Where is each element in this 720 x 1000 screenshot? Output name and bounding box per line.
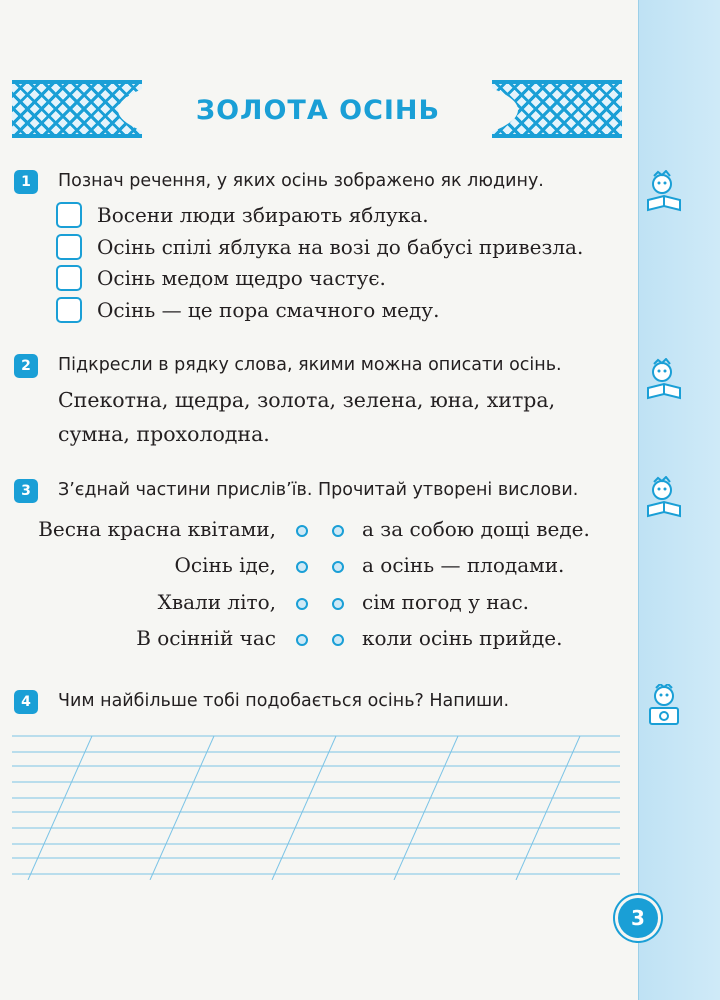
option-text: Осінь — це пора смачного меду. — [97, 298, 440, 322]
proverb-end: коли осінь прийде. — [362, 626, 563, 650]
proverb-start: Весна красна квітами, — [38, 517, 276, 541]
reading-boy-icon — [644, 476, 684, 520]
proverb-start: Осінь іде, — [174, 553, 276, 577]
match-dot-left[interactable] — [296, 561, 308, 573]
proverb-end: сім погод у нас. — [362, 590, 530, 614]
task-4-instruction: Чим найбільше тобі подобається осінь? Напиши. — [58, 691, 510, 711]
match-dot-left[interactable] — [296, 598, 308, 610]
proverb-end: а за собою дощі веде. — [362, 517, 590, 541]
checkbox[interactable] — [56, 202, 82, 228]
option-text: Осінь медом щедро частує. — [97, 266, 386, 290]
task-2-instruction: Підкресли в рядку слова, якими можна описати осінь. — [58, 355, 562, 375]
match-dot-right[interactable] — [332, 525, 344, 537]
option-text: Восени люди збирають яблука. — [97, 203, 429, 227]
task-number-3: 3 — [14, 479, 38, 503]
task-2-words-line-1[interactable]: Спекотна, щедра, золота, зелена, юна, хитра, — [58, 388, 556, 412]
checkbox[interactable] — [56, 265, 82, 291]
task-2-words-line-2[interactable]: сумна, прохолодна. — [58, 422, 270, 446]
proverb-start: В осінній час — [136, 626, 276, 650]
match-dot-left[interactable] — [296, 634, 308, 646]
task-number-1: 1 — [14, 170, 38, 194]
task-1-option — [56, 263, 386, 293]
option-text: Осінь спілі яблука на возі до бабусі привезла. — [97, 235, 584, 259]
thinking-boy-icon — [644, 684, 684, 728]
match-dot-right[interactable] — [332, 634, 344, 646]
handwriting-lines[interactable] — [12, 734, 620, 880]
proverb-end: а осінь — плодами. — [362, 553, 565, 577]
match-dot-right[interactable] — [332, 561, 344, 573]
reading-boy-icon — [644, 170, 684, 214]
match-dot-left[interactable] — [296, 525, 308, 537]
match-dot-right[interactable] — [332, 598, 344, 610]
task-3-instruction: З’єднай частини прислів’їв. Прочитай утворені вислови. — [58, 480, 579, 500]
task-1-option — [56, 232, 583, 262]
task-number-2: 2 — [14, 354, 38, 378]
task-number-4: 4 — [14, 690, 38, 714]
proverb-start: Хвали літо, — [157, 590, 276, 614]
checkbox[interactable] — [56, 297, 82, 323]
reading-boy-icon — [644, 358, 684, 402]
task-1-option — [56, 200, 429, 230]
page-number: 3 — [618, 898, 658, 938]
page-title: ЗОЛОТА ОСІНЬ — [195, 94, 441, 126]
task-1-option — [56, 295, 439, 325]
task-1-instruction: Познач речення, у яких осінь зображено як людину. — [58, 171, 544, 191]
title-oval — [118, 66, 518, 154]
checkbox[interactable] — [56, 234, 82, 260]
